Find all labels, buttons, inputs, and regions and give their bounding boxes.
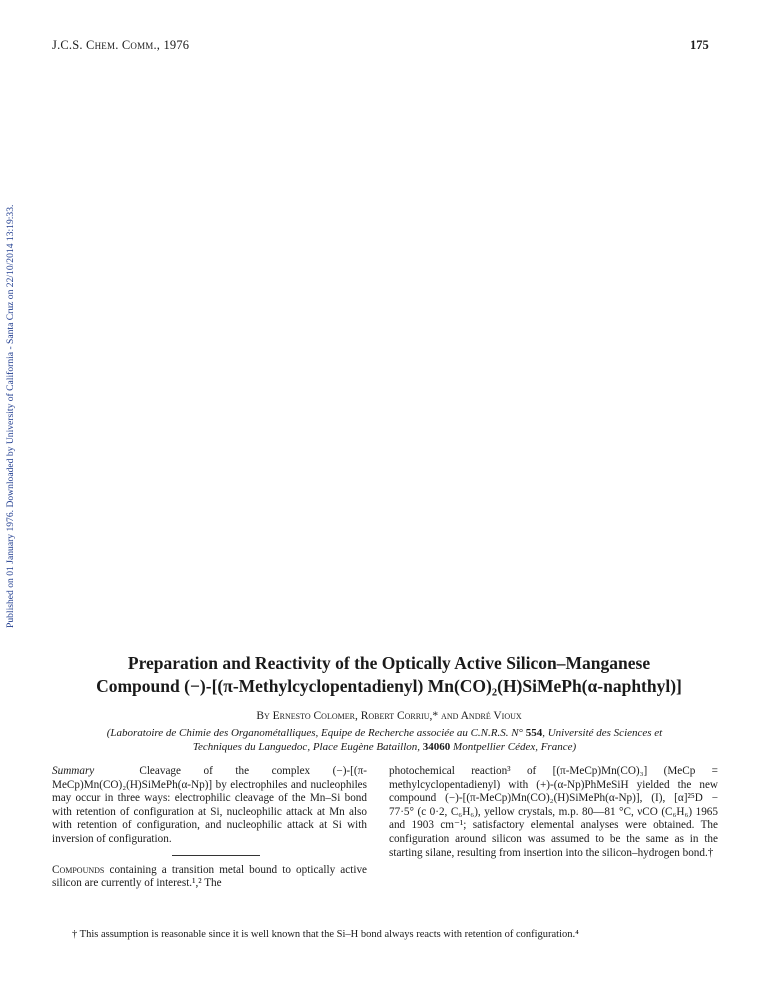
footnote: † This assumption is reasonable since it is well known that the Si–H bond always reacts with retention of configuration.⁴ — [72, 929, 579, 940]
title-line-2: Compound (−)-[(π-Methylcyclopentadienyl) Mn(CO)₂(H)SiMePh(α-naphthyl)] — [96, 676, 682, 696]
journal-header: J.C.S. Chem. Comm., 1976 — [52, 38, 190, 52]
affiliation-line-2: Techniques du Languedoc, Place Eugène Bataillon, 34060 Montpellier Cédex, France) — [192, 741, 577, 753]
article-title — [60, 652, 718, 698]
affiliation — [52, 726, 717, 754]
body-continuation: photochemical reaction³ of [(π-MeCp)Mn(CO)₃] (MeCp = methylcyclopentadienyl) with (+)-(α-Np)PhMeSiH yielded the new compound (−)-[(π-MeCp)Mn(CO)₂(H)SiMePh(α-Np)], (I), [α]²⁵D − 77·5° (c 0·2, C₆H₆), yellow crystals, m.p. 80—81 °C, νCO (C₆H₆) 1965 and 1903 cm⁻¹; satisfactory elemental analyses were obtained. The configuration around silicon was assumed to be the same as in the starting silane, resulting from insertion into the silicon–hydrogen bond.† — [389, 765, 718, 859]
left-column — [52, 765, 367, 891]
title-line-1: Preparation and Reactivity of the Optically Active Silicon–Manganese — [127, 653, 651, 673]
authors: By Ernesto Colomer, Robert Corriu,* and André Vioux — [256, 710, 522, 722]
summary: Summary Cleavage of the complex (−)-[(π-MeCp)Mn(CO)₂(H)SiMePh(α-Np)] by electrophiles and nucleophiles may occur in three ways: electrophilic cleavage of the Mn–Si bond with retention of configuration at Si, nucleophilic attack at Mn also with retention of configuration, and nucleophilic attack at Si with inversion of configuration. — [52, 765, 367, 845]
section-divider — [172, 855, 260, 856]
affiliation-line-1: (Laboratoire de Chimie des Organométalliques, Equipe de Recherche associée au C.N.R.S. N° 554, Université des Sciences et — [106, 727, 663, 739]
right-column — [389, 765, 718, 860]
download-notice: Published on 01 January 1976. Downloaded by University of California - Santa Cruz on 22/10/2014 13:19:33. — [5, 204, 16, 628]
page-number: 175 — [690, 38, 709, 52]
body-intro: Compounds containing a transition metal bound to optically active silicon are currently of interest.¹,² The — [52, 863, 368, 890]
